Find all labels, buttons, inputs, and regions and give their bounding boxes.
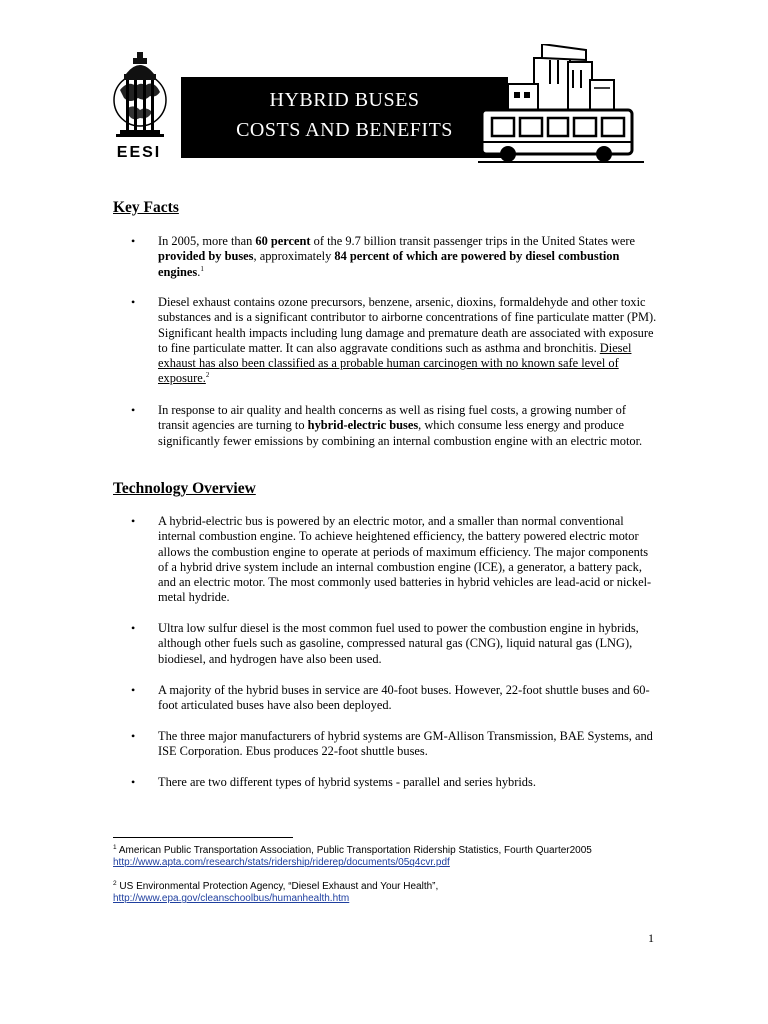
footnote-text: American Public Transportation Association, Public Transportation Ridership Statistics, Fourth Quarter2005 bbox=[118, 845, 592, 856]
key-fact-3 bbox=[158, 403, 658, 449]
tech-item-1: A hybrid-electric bus is powered by an electric motor, and a smaller than normal conventional internal combustion engine. To achieve heightened efficiency, the battery powered electric motor allows the combustion engine to operate at periods of maximum efficiency. The major components of a hybrid drive system include an internal combustion engine (ICE), a generator, a battery pack, and an electric motor. The most commonly used batteries in hybrid vehicles are lead-acid or nickel-metal hydride. bbox=[158, 514, 652, 605]
text-run: of the 9.7 billion transit passenger trips in the United States were bbox=[310, 234, 636, 248]
footnote-2 bbox=[113, 881, 673, 905]
text-run: , which consume less energy and produce significantly fewer emissions by combining an internal combustion engine with an electric motor. bbox=[158, 418, 643, 448]
banner-title-line2: COSTS AND BENEFITS bbox=[236, 119, 453, 141]
bold-text: hybrid-electric buses bbox=[307, 418, 419, 433]
tech-item-4: The three major manufacturers of hybrid systems are GM-Allison Transmission, BAE Systems, and ISE Corporation. Ebus produces 22-foot shuttle buses. bbox=[158, 729, 653, 759]
text-run: Diesel exhaust contains ozone precursors, benzene, arsenic, dioxins, formaldehyde and other toxic substances and is a significant contributor to airborne concentrations of fine particulate matter (PM). Significant health impacts including lung damage and premature death are associated with exposure to fine particulate matter. It can also aggravate conditions such as asthma and bronchitis. bbox=[158, 295, 657, 355]
footnote-ref[interactable]: 2 bbox=[205, 371, 210, 380]
bullet-icon: • bbox=[131, 234, 136, 248]
tech-item-3: A majority of the hybrid buses in service are 40-foot buses. However, 22-foot shuttle buses and 60-foot articulated buses have also been deployed. bbox=[158, 683, 650, 713]
page-number: 1 bbox=[648, 931, 654, 945]
footnote-ref[interactable]: 1 bbox=[200, 264, 204, 273]
bold-text: 84 percent of which are powered by diesel combustion engines bbox=[158, 249, 620, 279]
city-bus-icon bbox=[478, 44, 644, 164]
key-fact-2 bbox=[158, 295, 658, 387]
bold-text: 60 percent bbox=[255, 234, 311, 248]
footnote-number: 1 bbox=[113, 844, 117, 851]
footnote-number: 2 bbox=[113, 880, 117, 887]
banner-title-line1: HYBRID BUSES bbox=[269, 89, 420, 111]
bullet-icon: • bbox=[131, 621, 136, 635]
bullet-icon: • bbox=[131, 295, 136, 309]
key-facts-heading: Key Facts bbox=[113, 199, 179, 216]
key-fact-1 bbox=[158, 234, 658, 280]
bullet-icon: • bbox=[131, 514, 136, 528]
footnote-divider bbox=[113, 837, 293, 838]
technology-overview-heading: Technology Overview bbox=[113, 480, 256, 497]
footnote-link[interactable]: http://www.epa.gov/cleanschoolbus/humanhealth.htm bbox=[113, 893, 350, 904]
tech-item-2: Ultra low sulfur diesel is the most common fuel used to power the combustion engine in hybrids, although other fuels such as gasoline, compressed natural gas (CNG), liquid natural gas (LNG), biodiesel, and hydrogen have also been used. bbox=[158, 621, 639, 666]
bullet-icon: • bbox=[131, 683, 136, 697]
text-run: In response to air quality and health concerns as well as rising fuel costs, a growing number of transit agencies are turning to bbox=[158, 403, 626, 433]
footnote-text: US Environmental Protection Agency, “Diesel Exhaust and Your Health”, bbox=[119, 881, 439, 892]
bullet-icon: • bbox=[131, 403, 136, 417]
logo-text: EESI bbox=[116, 144, 162, 161]
eesi-logo bbox=[110, 52, 170, 162]
text-run: , approximately bbox=[253, 249, 335, 264]
footnote-1 bbox=[113, 845, 673, 869]
bullet-icon: • bbox=[131, 775, 136, 789]
text-run: In 2005, more than bbox=[158, 234, 256, 248]
tech-item-5: There are two different types of hybrid systems - parallel and series hybrids. bbox=[158, 775, 536, 789]
text-run: . bbox=[197, 264, 201, 279]
footnote-link[interactable]: http://www.apta.com/research/stats/ridership/riderep/documents/05q4cvr.pdf bbox=[113, 857, 450, 868]
title-banner bbox=[181, 77, 508, 158]
underlined-text: Diesel exhaust has also been classified as a probable human carcinogen with no known safe level of exposure. bbox=[158, 340, 632, 386]
bullet-icon: • bbox=[131, 729, 136, 743]
bold-text: provided by buses bbox=[158, 249, 254, 264]
city-bus-illustration bbox=[478, 44, 644, 164]
